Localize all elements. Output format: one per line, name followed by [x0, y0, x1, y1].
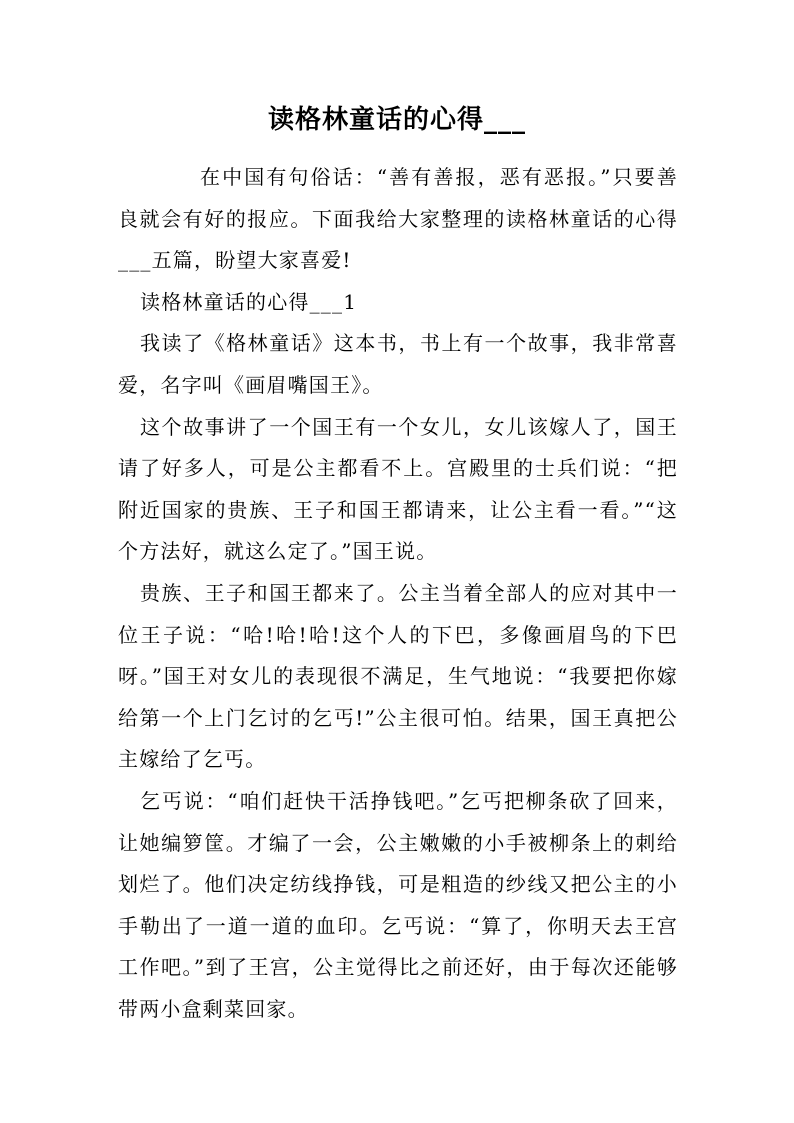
document-body — [118, 157, 678, 1030]
document-title: 读格林童话的心得___ — [267, 105, 526, 135]
section-heading: 读格林童话的心得___1 — [140, 289, 358, 314]
body-paragraph: 我读了《格林童话》这本书，书上有一个故事，我非常喜爱，名字叫《画眉嘴国王》。 — [118, 331, 678, 397]
body-paragraph: 乞丐说：“咱们赶快干活挣钱吧。”乞丐把柳条砍了回来，让她编箩筐。才编了一会，公主嫩嫩的小手被柳条上的刺给划烂了。他们决定纺线挣钱，可是粗造的纱线又把公主的小手勒出了一道一道的血印。乞丐说：“算了，你明天去王宫工作吧。”到了王宫，公主觉得比之前还好，由于每次还能够带两小盒剩菜回家。 — [118, 788, 678, 1021]
body-paragraph: 贵族、王子和国王都来了。公主当着全部人的应对其中一位王子说：“哈!哈!哈!这个人的下巴，多像画眉鸟的下巴呀。”国王对女儿的表现很不满足，生气地说：“我要把你嫁给第一个上门乞讨的乞丐!”公主很可怕。结果，国王真把公主嫁给了乞丐。 — [118, 580, 678, 772]
intro-paragraph: 在中国有句俗话：“善有善报，恶有恶报。”只要善良就会有好的报应。下面我给大家整理的读格林童话的心得___五篇，盼望大家喜爱! — [118, 165, 678, 273]
body-paragraph: 这个故事讲了一个国王有一个女儿，女儿该嫁人了，国王请了好多人，可是公主都看不上。宫殿里的士兵们说：“把附近国家的贵族、王子和国王都请来，让公主看一看。”“这个方法好，就这么定了。”国王说。 — [118, 414, 678, 564]
